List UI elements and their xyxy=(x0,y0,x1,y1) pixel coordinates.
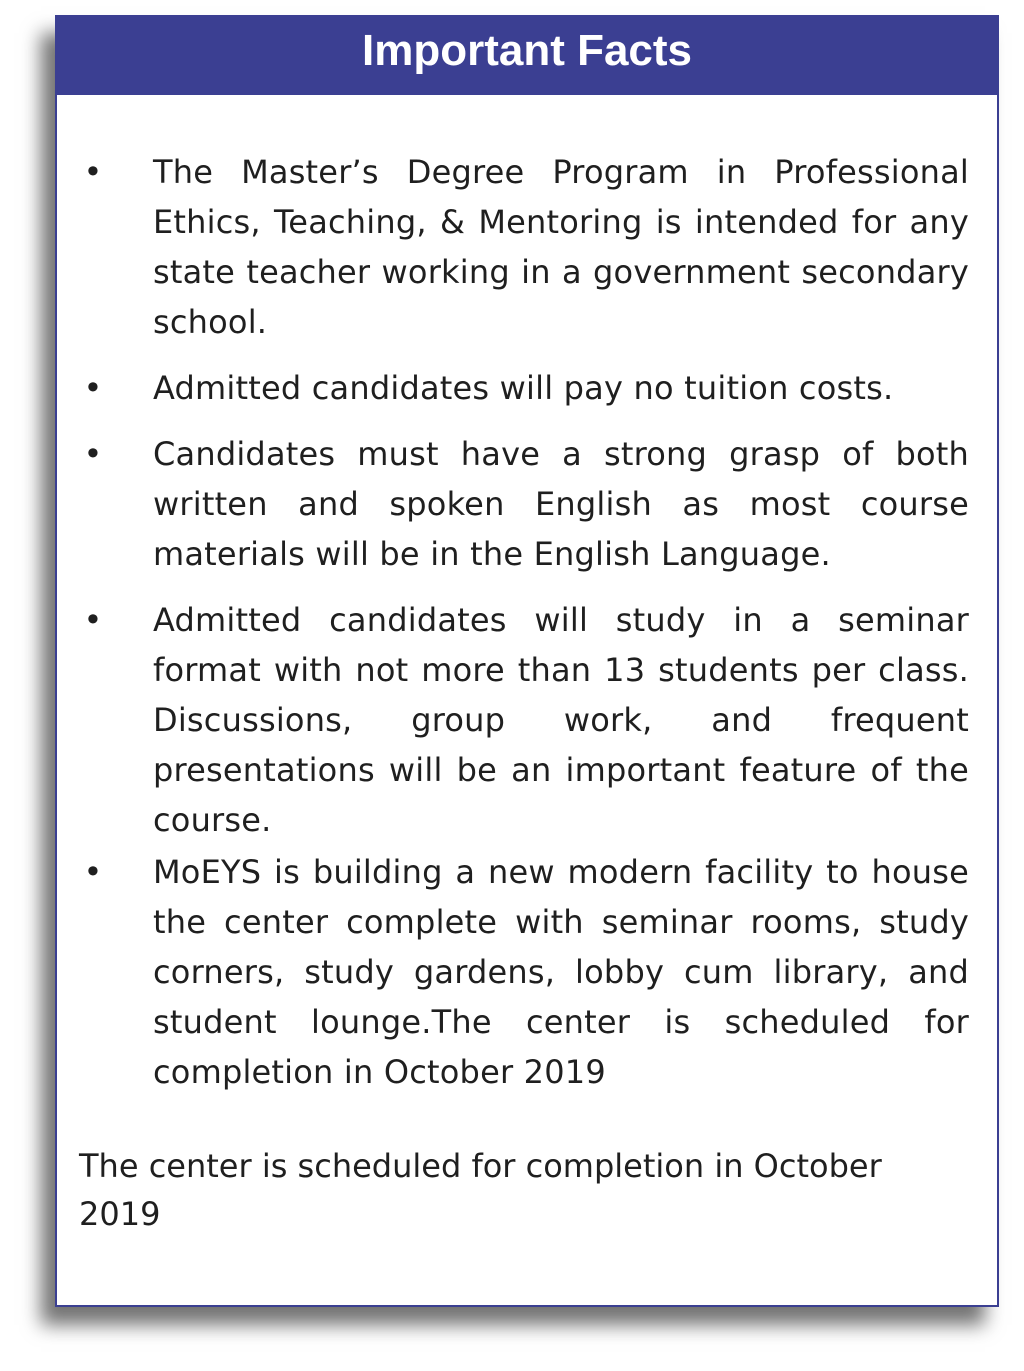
fact-item xyxy=(57,363,997,413)
fact-text: Admitted candidates will pay no tuition costs. xyxy=(153,369,894,407)
fact-text: The Master’s Degree Program in Professional Ethics, Teaching, & Mentoring is intended for any state teacher working in a government secondary school. xyxy=(153,153,969,341)
bullet-icon: • xyxy=(83,601,103,639)
fact-text: Admitted candidates will study in a seminar format with not more than 13 students per class. Discussions, group work, and frequent presentations will be an important feature of the course. xyxy=(153,601,969,839)
completion-note: The center is scheduled for completion in October 2019 xyxy=(79,1147,882,1233)
fact-item xyxy=(57,847,997,1097)
card-title: Important Facts xyxy=(55,15,999,95)
bullet-icon: • xyxy=(83,153,103,191)
fact-item xyxy=(57,429,997,579)
fact-text: MoEYS is building a new modern facility to house the center complete with seminar rooms, study corners, study gardens, lobby cum library, and student lounge.The center is scheduled for completion in October 2019 xyxy=(153,853,969,1091)
bullet-icon: • xyxy=(83,435,103,473)
facts-list xyxy=(57,147,997,1097)
fact-text: Candidates must have a strong grasp of both written and spoken English as most course materials will be in the English Language. xyxy=(153,435,969,573)
bullet-icon: • xyxy=(83,369,103,407)
fact-item xyxy=(57,595,997,845)
important-facts-card xyxy=(55,15,999,1307)
bullet-icon: • xyxy=(83,853,103,891)
fact-item xyxy=(57,147,997,347)
